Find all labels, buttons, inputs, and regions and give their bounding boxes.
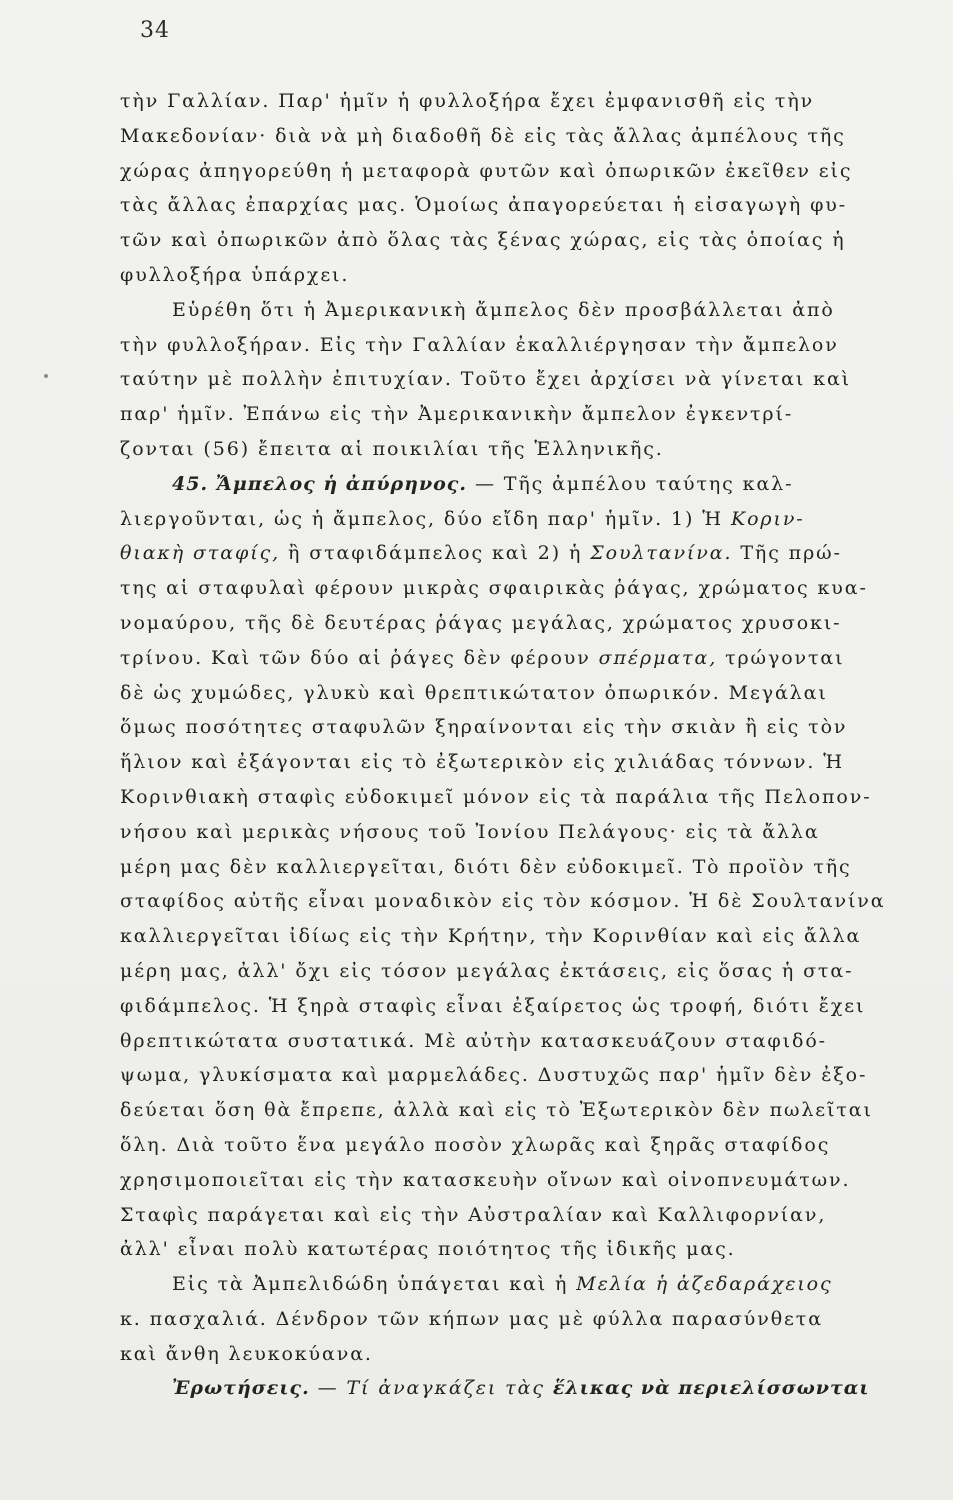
text-line: Μακεδονίαν· διὰ νὰ μὴ διαδοθῆ δὲ εἰς τὰς ἄλλας ἀμπέλους τῆς: [120, 124, 846, 147]
text-line: Εἰς τὰ Ἀμπελιδώδη ὑπάγεται καὶ ἡ Μελία ἡ ἀζεδαράχειος: [172, 1273, 833, 1296]
text-line: τῶν καὶ ὀπωρικῶν ἀπὸ ὅλας τὰς ξένας χώρας, εἰς τὰς ὁποίας ἡ: [120, 229, 846, 252]
text-line: ἥλιον καὶ ἐξάγονται εἰς τὸ ἐξωτερικὸν εἰς χιλιάδας τόννων. Ἡ: [120, 751, 844, 774]
section-title: Ἄμπελος ἡ ἀπύρηνος.: [216, 472, 467, 495]
text-line: φιδάμπελος. Ἡ ξηρὰ σταφὶς εἶναι ἐξαίρετος ὡς τροφή, διότι ἔχει: [120, 994, 866, 1017]
text-line: ἀλλ' εἶναι πολὺ κατωτέρας ποιότητος τῆς ἰδικῆς μας.: [120, 1238, 736, 1261]
text-line: ψωμα, γλυκίσματα καὶ μαρμελάδες. Δυστυχῶς παρ' ἡμῖν δὲν ἐξο-: [120, 1064, 868, 1087]
text-line: ὅμως ποσότητες σταφυλῶν ξηραίνονται εἰς τὴν σκιὰν ἢ εἰς τὸν: [120, 716, 848, 739]
text-line: ζονται (56) ἔπειτα αἱ ποικιλίαι τῆς Ἑλληνικῆς.: [120, 437, 664, 460]
text-line: Σταφὶς παράγεται καὶ εἰς τὴν Αὐστραλίαν καὶ Καλλιφορνίαν,: [120, 1203, 827, 1226]
text-line: σταφίδος αὐτῆς εἶναι μοναδικὸν εἰς τὸν κόσμον. Ἡ δὲ Σουλτανίνα: [120, 890, 886, 913]
text-line: νομαύρου, τῆς δὲ δευτέρας ῥάγας μεγάλας, χρώματος χρυσοκι-: [120, 611, 842, 634]
text-line: παρ' ἡμῖν. Ἐπάνω εἰς τὴν Ἀμερικανικὴν ἄμπελον ἐγκεντρί-: [120, 403, 794, 426]
text-line: τρίνου. Καὶ τῶν δύο αἱ ῥάγες δὲν φέρουν σπέρματα, τρώγονται: [120, 646, 845, 669]
text-line: της αἱ σταφυλαὶ φέρουν μικρὰς σφαιρικὰς ῥάγας, χρώματος κυα-: [120, 577, 868, 600]
questions-heading: Ἐρωτήσεις.: [172, 1377, 310, 1400]
text-line: κ. πασχαλιά. Δένδρον τῶν κήπων μας μὲ φύλλα παρασύνθετα: [120, 1307, 823, 1330]
text-line: θιακὴ σταφίς, ἢ σταφιδάμπελος καὶ 2) ἡ Σουλτανίνα. Τῆς πρώ-: [120, 542, 842, 565]
text-line: ταύτην μὲ πολλὴν ἐπιτυχίαν. Τοῦτο ἔχει ἀρχίσει νὰ γίνεται καὶ: [120, 368, 852, 391]
text-line: νήσου καὶ μερικὰς νήσους τοῦ Ἰονίου Πελάγους· εἰς τὰ ἄλλα: [120, 820, 820, 843]
text-line: τὴν Γαλλίαν. Παρ' ἡμῖν ἡ φυλλοξήρα ἔχει ἐμφανισθῆ εἰς τὴν: [120, 90, 815, 112]
text-line: Εὑρέθη ὅτι ἡ Ἀμερικανικὴ ἄμπελος δὲν προσβάλλεται ἀπὸ: [172, 298, 835, 321]
body-text: [120, 84, 886, 1406]
text-line: δεύεται ὅση θὰ ἔπρεπε, ἀλλὰ καὶ εἰς τὸ Ἐξωτερικὸν δὲν πωλεῖται: [120, 1099, 873, 1122]
text-line: χώρας ἀπηγορεύθη ἡ μεταφορὰ φυτῶν καὶ ὀπωρικῶν ἐκεῖθεν εἰς: [120, 159, 853, 182]
text-line: ὅλη. Διὰ τοῦτο ἕνα μεγάλο ποσὸν χλωρᾶς καὶ ξηρᾶς σταφίδος: [120, 1133, 831, 1156]
text-line: Κορινθιακὴ σταφὶς εὐδοκιμεῖ μόνον εἰς τὰ παράλια τῆς Πελοπον-: [120, 785, 872, 808]
text-line: μέρη μας, ἀλλ' ὄχι εἰς τόσον μεγάλας ἐκτάσεις, εἰς ὅσας ἡ στα-: [120, 959, 854, 982]
text-line: χρησιμοποιεῖται εἰς τὴν κατασκευὴν οἴνων καὶ οἰνοπνευμάτων.: [120, 1168, 851, 1191]
text-line: καὶ ἄνθη λευκοκύανα.: [120, 1342, 373, 1365]
text-line: τὰς ἄλλας ἐπαρχίας μας. Ὁμοίως ἀπαγορεύεται ἡ εἰσαγωγὴ φυ-: [120, 194, 848, 217]
text-line: καλλιεργεῖται ἰδίως εἰς τὴν Κρήτην, τὴν Κορινθίαν καὶ εἰς ἄλλα: [120, 925, 862, 948]
text-line: τὴν φυλλοξήραν. Εἰς τὴν Γαλλίαν ἐκαλλιέργησαν τὴν ἄμπελον: [120, 333, 839, 356]
page-number: 34: [140, 18, 170, 43]
section-heading-line: 45. Ἄμπελος ἡ ἀπύρηνος. — Τῆς ἀμπέλου ταύτης καλ-: [172, 472, 794, 495]
text-line: λιεργοῦνται, ὡς ἡ ἄμπελος, δύο εἴδη παρ' ἡμῖν. 1) Ἡ Κοριν-: [120, 507, 805, 530]
text-line: μέρη μας δὲν καλλιεργεῖται, διότι δὲν εὐδοκιμεῖ. Τὸ προϊὸν τῆς: [120, 855, 852, 878]
text-line: δὲ ὡς χυμώδες, γλυκὺ καὶ θρεπτικώτατον ὀπωρικόν. Μεγάλαι: [120, 681, 828, 704]
text-line: θρεπτικώτατα συστατικά. Μὲ αὐτὴν κατασκευάζουν σταφιδό-: [120, 1029, 827, 1052]
margin-speck: [44, 374, 48, 378]
section-number: 45.: [172, 472, 209, 495]
questions-line: Ἐρωτήσεις. — Τί ἀναγκάζει τὰς ἕλικας νὰ περιελίσσωνται: [172, 1377, 870, 1400]
text-line: φυλλοξήρα ὑπάρχει.: [120, 263, 350, 286]
